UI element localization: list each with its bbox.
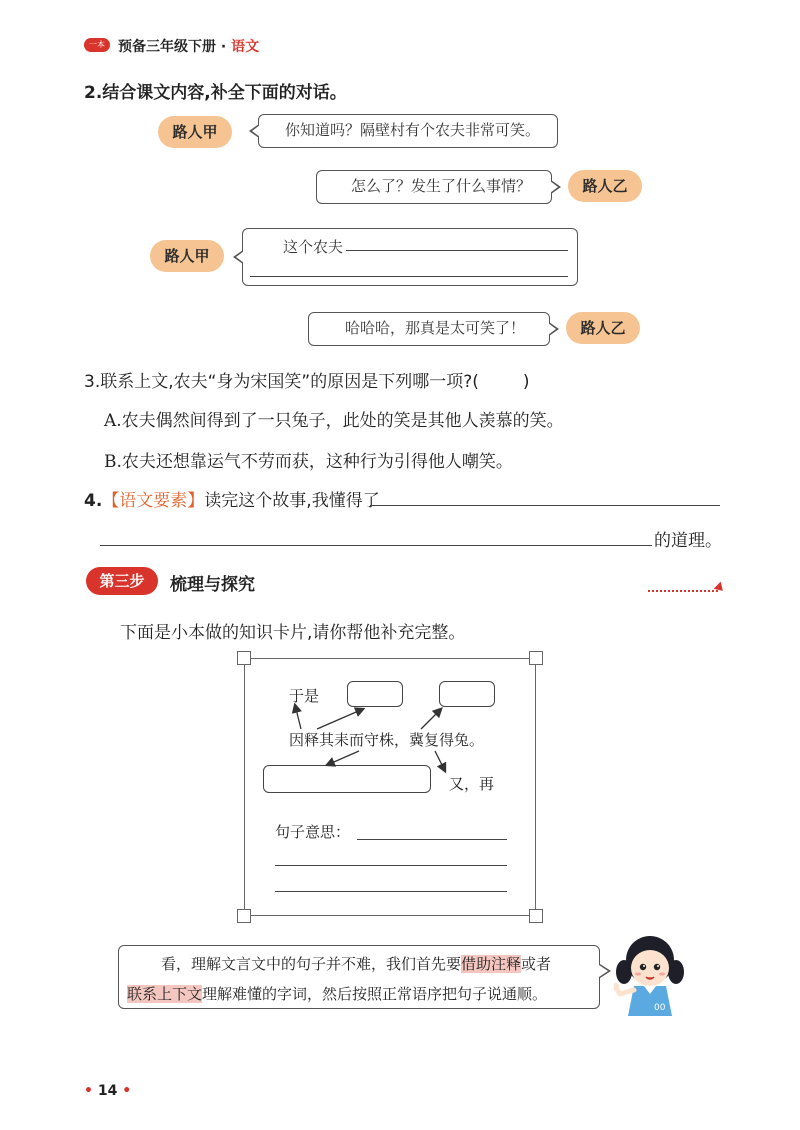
answer-blank[interactable]	[100, 545, 652, 546]
section-instruction: 下面是小本做的知识卡片,请你帮他补充完整。	[120, 623, 466, 643]
question-3-title	[84, 367, 530, 392]
question-4-suffix: 的道理。	[654, 531, 722, 551]
answer-blank[interactable]	[370, 505, 720, 506]
question-2-title: 2.结合课文内容,补全下面的对话。	[84, 83, 347, 103]
speaker-pill-a1: 路人甲	[158, 116, 232, 148]
section-badge: 第三步	[86, 567, 158, 595]
footer-dot: •	[84, 1083, 93, 1099]
option-b: B.农夫还想靠运气不劳而获，这种行为引得他人嘲笑。	[104, 452, 513, 472]
dialogue-text: 你知道吗？隔壁村有个农夫非常可笑。	[285, 121, 541, 139]
page-header	[118, 36, 259, 56]
speaker-pill-b2: 路人乙	[566, 312, 640, 344]
tip-text: 看，理解文言文中的句子并不难，我们首先要	[161, 955, 462, 973]
answer-blank[interactable]	[346, 250, 568, 251]
footer-dot: •	[122, 1083, 132, 1099]
label-youzai: 又，再	[449, 775, 495, 793]
knowledge-card	[244, 658, 536, 916]
page-footer	[84, 1083, 131, 1099]
speaker-pill-a2: 路人甲	[150, 240, 224, 272]
arrows-diagram	[245, 659, 537, 917]
tip-text: 或者	[521, 955, 552, 973]
dialogue-text: 哈哈哈，那真是太可笑了！	[345, 319, 526, 337]
page-number: 14	[97, 1083, 118, 1099]
dialogue-text: 怎么了？发生了什么事情？	[351, 177, 532, 195]
meaning-label: 句子意思：	[275, 823, 351, 841]
tip-line-1	[127, 949, 591, 979]
answer-blank[interactable]	[275, 891, 507, 892]
question-4-tag: 【语文要素】	[102, 491, 205, 511]
dialogue-text: 这个农夫	[283, 238, 344, 256]
speech-bubble-b2	[308, 312, 550, 346]
question-4-number: 4.	[84, 491, 103, 511]
tip-text: 理解难懂的字词，然后按照正常语序把句子说通顺。	[202, 985, 548, 1003]
header-separator: ·	[216, 39, 232, 55]
speech-bubble-a2	[242, 228, 578, 286]
question-4-text: 读完这个故事,我懂得了	[204, 491, 380, 511]
section-divider	[648, 590, 718, 592]
question-4-title	[84, 486, 380, 511]
svg-text:00: 00	[654, 1003, 666, 1013]
classical-sentence: 因释其耒而守株，冀复得兔。	[289, 731, 485, 749]
tip-highlight: 借助注释	[461, 955, 522, 973]
speech-bubble-b1	[316, 170, 552, 204]
brand-badge: 一本	[84, 38, 110, 52]
option-a: A.农夫偶然间得到了一只兔子，此处的笑是其他人羡慕的笑。	[104, 411, 564, 431]
label-yushi: 于是	[289, 687, 320, 705]
question-3-close: )	[522, 372, 530, 392]
answer-blank[interactable]	[357, 839, 507, 840]
question-3-text: 3.联系上文,农夫“身为宋国笑”的原因是下列哪一项?(	[84, 372, 479, 392]
girl-character-illustration	[614, 926, 686, 1016]
speech-bubble-a1	[258, 114, 558, 148]
section-title: 梳理与探究	[170, 575, 255, 595]
subject-label: 语文	[231, 39, 260, 55]
answer-blank[interactable]	[275, 865, 507, 866]
answer-blank[interactable]	[250, 276, 568, 277]
book-title: 预备三年级下册	[118, 39, 216, 55]
arrow-icon	[714, 582, 727, 595]
tip-bubble	[118, 945, 600, 1009]
speaker-pill-b1: 路人乙	[568, 170, 642, 202]
tip-line-2	[127, 979, 591, 1009]
tip-highlight: 联系上下文	[127, 985, 203, 1003]
